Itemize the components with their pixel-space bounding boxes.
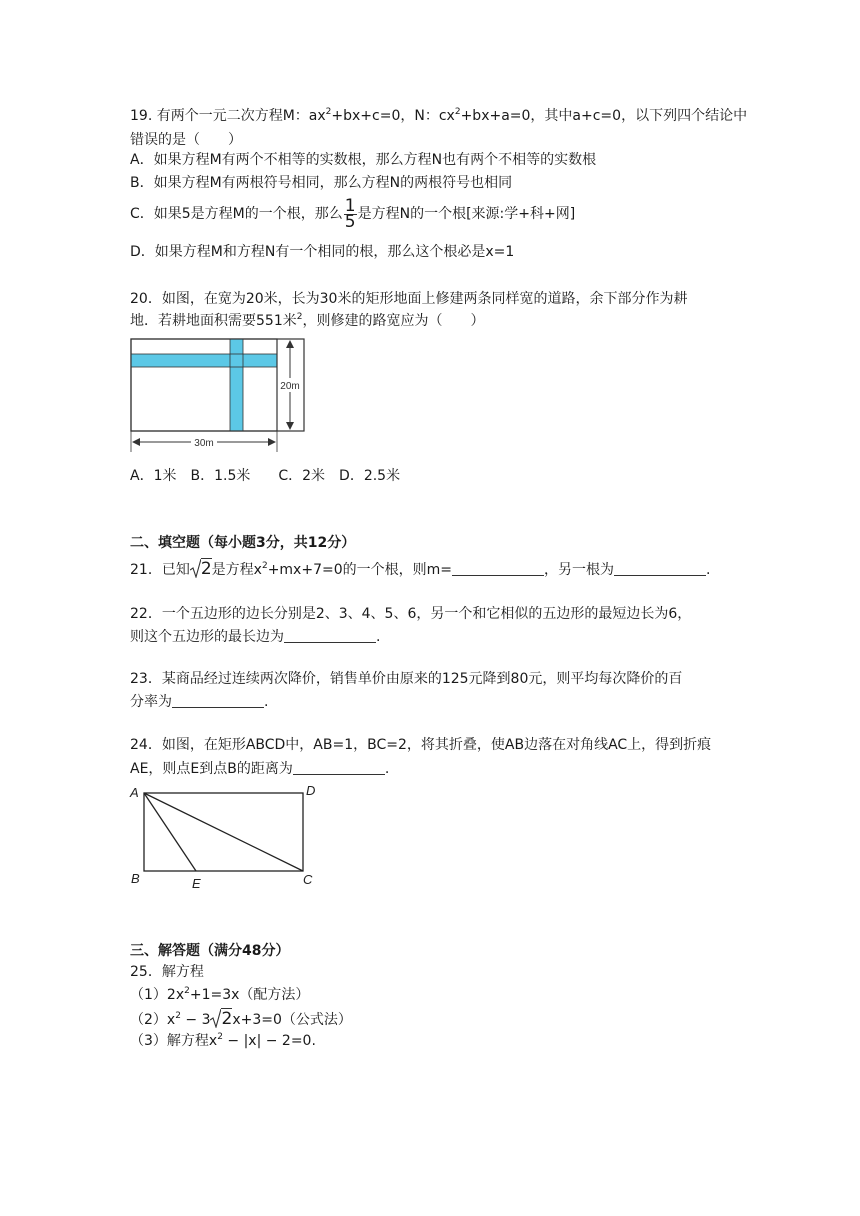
q22-part2: . — [376, 629, 381, 645]
superscript: 2 — [184, 986, 190, 996]
fraction-denominator: 5 — [344, 211, 356, 232]
q25-p3-text2: − |x| − 2=0. — [222, 1033, 316, 1049]
q19-option-c-part2: 是方程N的一个根[来源:学+科+网] — [357, 206, 576, 222]
q21-part1: 21．已知 — [130, 562, 190, 578]
q19-number: 19. — [130, 108, 153, 124]
section3-title: 三、解答题（满分48分） — [130, 943, 290, 959]
q25-part1 — [130, 985, 309, 1005]
vertical-road — [230, 339, 243, 431]
q19-stem-line2: 错误的是（ ） — [130, 132, 242, 148]
superscript: 2 — [325, 107, 332, 117]
diagonal-ac — [144, 793, 303, 871]
superscript: 2 — [261, 561, 268, 571]
q25-part3 — [130, 1031, 316, 1051]
q25-part2 — [130, 1008, 352, 1030]
q23-part2: . — [264, 694, 269, 710]
q21-part2: 是方程x — [211, 562, 262, 578]
q25-p1-text1: （1）2x — [130, 987, 185, 1003]
q20-stem-line2 — [130, 311, 484, 331]
q21-line — [130, 558, 710, 580]
vertex-label-a: A — [130, 785, 139, 800]
q19-option-d: D．如果方程M和方程N有一个相同的根，那么这个根必是x=1 — [130, 244, 515, 260]
superscript: 2 — [217, 1032, 223, 1042]
fraction — [344, 195, 357, 232]
q19-stem-part3: +bx+a=0，其中a+c=0，以下列四个结论中 — [460, 108, 748, 124]
q23-line2 — [130, 692, 268, 712]
q25-p3-text1: （3）解方程x — [130, 1033, 218, 1049]
q20-stem-part1: 地．若耕地面积需要551米 — [130, 313, 297, 329]
sqrt-icon — [210, 1008, 221, 1028]
q21-radicand: 2 — [200, 559, 212, 579]
answer-blank-other-root[interactable] — [614, 561, 706, 576]
q20-stem-part2: ，则修建的路宽应为（ ） — [302, 313, 485, 329]
q24-line1: 24．如图，在矩形ABCD中，AB=1，BC=2，将其折叠，使AB边落在对角线AC上，得到折痕 — [130, 737, 712, 753]
vertex-label-d: D — [306, 783, 316, 798]
q24-part2: . — [384, 761, 390, 777]
q19-stem-line1 — [130, 106, 747, 126]
q19-stem-part2: +bx+c=0，N：cx — [331, 108, 455, 124]
q25-p1-text2: +1=3x（配方法） — [189, 987, 310, 1003]
q24-line2 — [130, 759, 389, 779]
superscript: 2 — [175, 1011, 181, 1021]
fraction-numerator: 1 — [344, 195, 356, 216]
section2-title: 二、填空题（每小题3分，共12分） — [130, 535, 356, 551]
q19-option-c — [130, 197, 575, 231]
q22-part1: 则这个五边形的最长边为 — [130, 629, 284, 645]
q24-part1: AE，则点E到点B的距离为 — [130, 761, 293, 777]
q19-option-a: A．如果方程M有两个不相等的实数根，那么方程N也有两个不相等的实数根 — [130, 152, 597, 168]
answer-blank-distance[interactable] — [293, 760, 385, 775]
q24-figure-rectangle-abcd — [126, 780, 326, 892]
q25-title: 25．解方程 — [130, 964, 204, 980]
q20-stem-line1: 20．如图，在宽为20米，长为30米的矩形地面上修建两条同样宽的道路，余下部分作为耕 — [130, 291, 688, 307]
answer-blank-rate[interactable] — [172, 693, 264, 708]
q20-figure-road-rectangle — [126, 334, 312, 456]
answer-blank-m[interactable] — [452, 561, 544, 576]
q22-line2 — [130, 627, 380, 647]
answer-blank-longest-side[interactable] — [284, 628, 376, 643]
q25-p2-text1: （2）x — [130, 1012, 176, 1028]
vertex-label-e: E — [192, 876, 201, 891]
q19-option-b: B．如果方程M有两根符号相同，那么方程N的两根符号也相同 — [130, 175, 513, 191]
q23-line1: 23．某商品经过连续两次降价，销售单价由原来的125元降到80元，则平均每次降价的百 — [130, 671, 683, 687]
q25-p2-text2: − 3 — [180, 1012, 211, 1028]
q21-part5: . — [705, 562, 711, 578]
q25-p2-text3: x+3=0（公式法） — [232, 1012, 352, 1028]
horizontal-road — [131, 354, 277, 367]
vertex-label-c: C — [303, 872, 313, 887]
sqrt-icon — [190, 558, 201, 578]
fold-crease-ae — [144, 793, 196, 871]
q21-part4: ，另一根为 — [543, 562, 614, 578]
vertex-label-b: B — [131, 871, 140, 886]
q23-part1: 分率为 — [130, 694, 172, 710]
q20-options: A．1米 B．1.5米 C．2米 D．2.5米 — [130, 468, 401, 484]
width-label: 20m — [280, 381, 300, 392]
q19-stem-part1: 有两个一元二次方程M：ax — [156, 108, 326, 124]
arrowhead-right — [268, 438, 276, 446]
q25-p2-radicand: 2 — [221, 1009, 233, 1029]
q19-option-c-part1: C．如果5是方程M的一个根，那么 — [130, 206, 343, 222]
superscript: 2 — [296, 312, 303, 322]
q21-part3: +mx+7=0的一个根，则m= — [267, 562, 452, 578]
q22-line1: 22．一个五边形的边长分别是2、3、4、5、6，另一个和它相似的五边形的最短边长为6， — [130, 606, 692, 622]
superscript: 2 — [454, 107, 461, 117]
length-label: 30m — [194, 438, 214, 449]
arrowhead-left — [132, 438, 140, 446]
